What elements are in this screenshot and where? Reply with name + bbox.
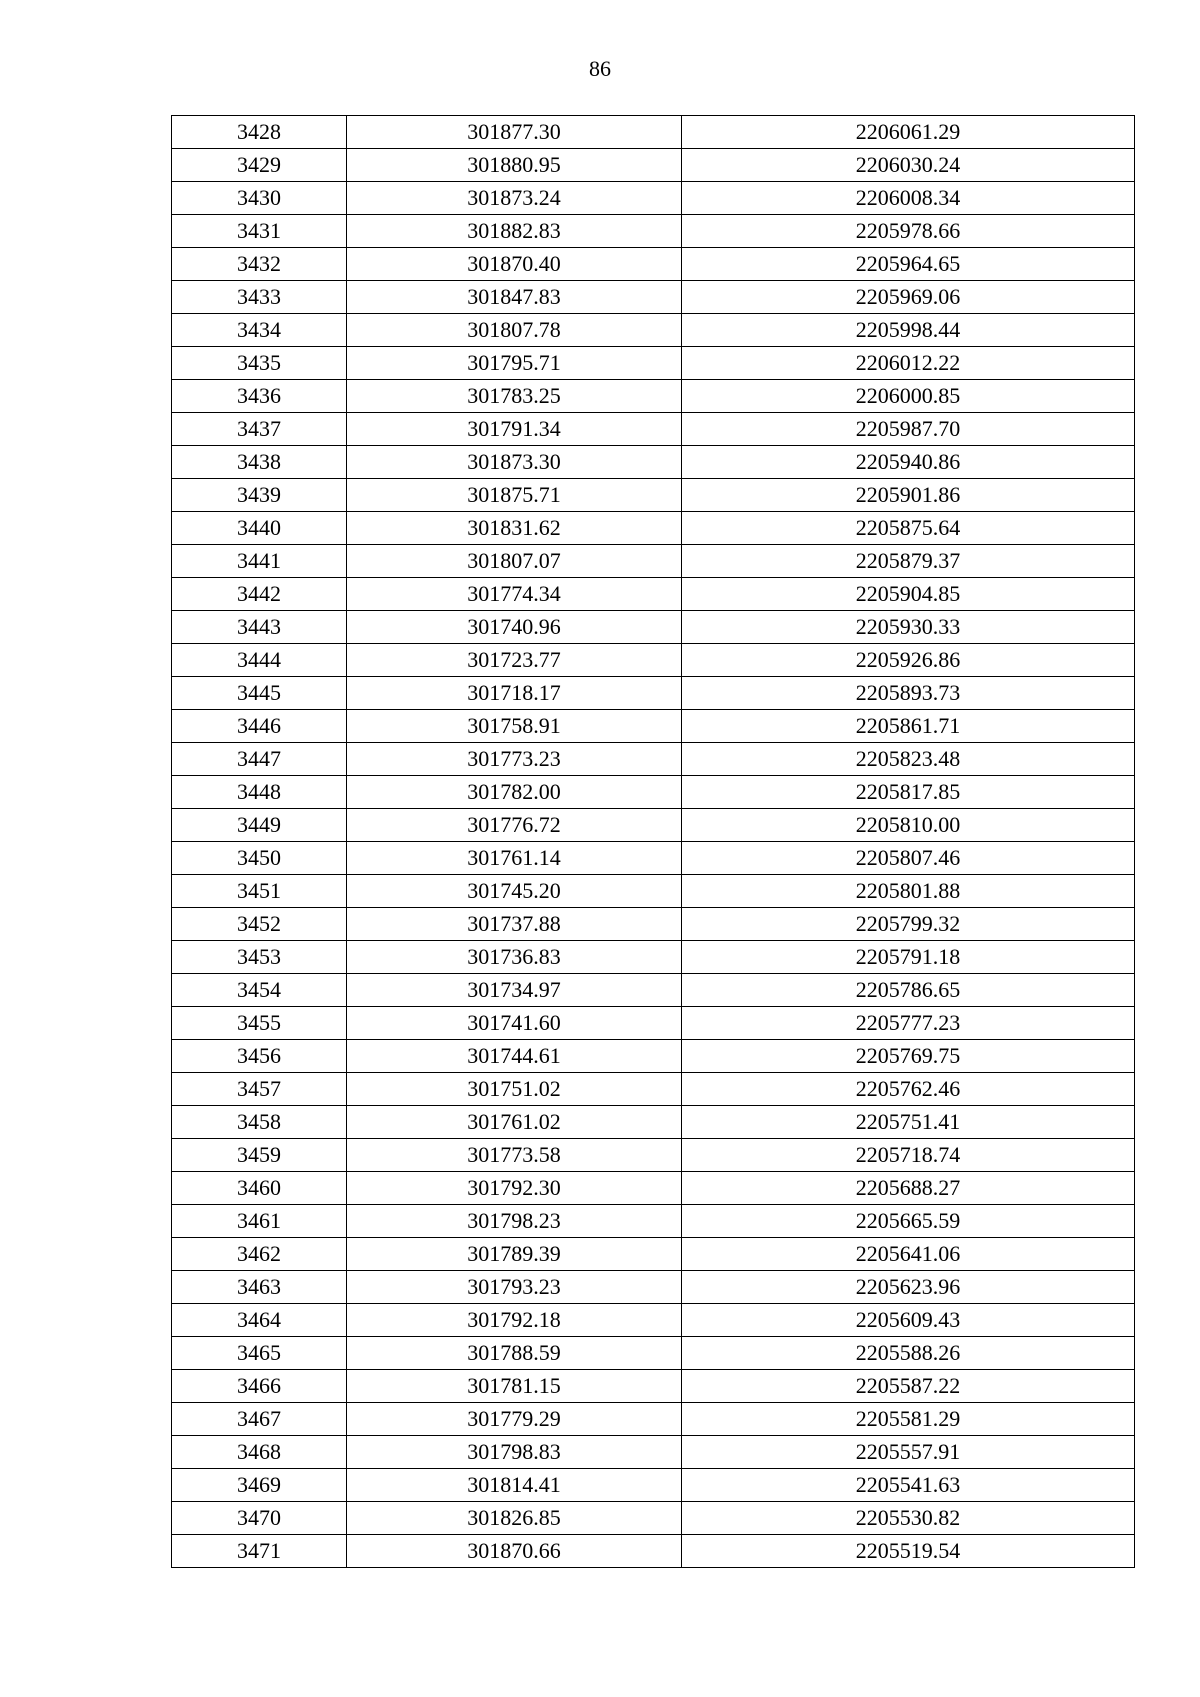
y-coordinate-cell: 2205926.86 bbox=[682, 644, 1135, 677]
x-coordinate-cell: 301774.34 bbox=[347, 578, 682, 611]
table-row bbox=[172, 644, 1135, 677]
x-coordinate-cell: 301740.96 bbox=[347, 611, 682, 644]
x-coordinate-cell: 301718.17 bbox=[347, 677, 682, 710]
x-coordinate-cell: 301751.02 bbox=[347, 1073, 682, 1106]
x-coordinate-cell: 301776.72 bbox=[347, 809, 682, 842]
table-row bbox=[172, 248, 1135, 281]
y-coordinate-cell: 2205641.06 bbox=[682, 1238, 1135, 1271]
point-number-cell: 3458 bbox=[172, 1106, 347, 1139]
table-row bbox=[172, 677, 1135, 710]
point-number-cell: 3463 bbox=[172, 1271, 347, 1304]
table-row bbox=[172, 1106, 1135, 1139]
table-row bbox=[172, 578, 1135, 611]
x-coordinate-cell: 301773.23 bbox=[347, 743, 682, 776]
point-number-cell: 3446 bbox=[172, 710, 347, 743]
y-coordinate-cell: 2205587.22 bbox=[682, 1370, 1135, 1403]
table-row bbox=[172, 809, 1135, 842]
x-coordinate-cell: 301779.29 bbox=[347, 1403, 682, 1436]
y-coordinate-cell: 2205718.74 bbox=[682, 1139, 1135, 1172]
x-coordinate-cell: 301873.30 bbox=[347, 446, 682, 479]
y-coordinate-cell: 2205791.18 bbox=[682, 941, 1135, 974]
point-number-cell: 3452 bbox=[172, 908, 347, 941]
x-coordinate-cell: 301781.15 bbox=[347, 1370, 682, 1403]
y-coordinate-cell: 2205901.86 bbox=[682, 479, 1135, 512]
point-number-cell: 3444 bbox=[172, 644, 347, 677]
x-coordinate-cell: 301788.59 bbox=[347, 1337, 682, 1370]
y-coordinate-cell: 2205530.82 bbox=[682, 1502, 1135, 1535]
y-coordinate-cell: 2205801.88 bbox=[682, 875, 1135, 908]
y-coordinate-cell: 2205581.29 bbox=[682, 1403, 1135, 1436]
table-row bbox=[172, 710, 1135, 743]
table-row bbox=[172, 182, 1135, 215]
y-coordinate-cell: 2205519.54 bbox=[682, 1535, 1135, 1568]
x-coordinate-cell: 301792.18 bbox=[347, 1304, 682, 1337]
y-coordinate-cell: 2205786.65 bbox=[682, 974, 1135, 1007]
point-number-cell: 3457 bbox=[172, 1073, 347, 1106]
x-coordinate-cell: 301758.91 bbox=[347, 710, 682, 743]
table-row bbox=[172, 314, 1135, 347]
y-coordinate-cell: 2206061.29 bbox=[682, 116, 1135, 149]
point-number-cell: 3441 bbox=[172, 545, 347, 578]
point-number-cell: 3445 bbox=[172, 677, 347, 710]
x-coordinate-cell: 301882.83 bbox=[347, 215, 682, 248]
point-number-cell: 3437 bbox=[172, 413, 347, 446]
table-row bbox=[172, 908, 1135, 941]
x-coordinate-cell: 301826.85 bbox=[347, 1502, 682, 1535]
x-coordinate-cell: 301761.14 bbox=[347, 842, 682, 875]
point-number-cell: 3442 bbox=[172, 578, 347, 611]
table-row bbox=[172, 479, 1135, 512]
point-number-cell: 3462 bbox=[172, 1238, 347, 1271]
x-coordinate-cell: 301793.23 bbox=[347, 1271, 682, 1304]
y-coordinate-cell: 2205904.85 bbox=[682, 578, 1135, 611]
point-number-cell: 3456 bbox=[172, 1040, 347, 1073]
point-number-cell: 3453 bbox=[172, 941, 347, 974]
x-coordinate-cell: 301744.61 bbox=[347, 1040, 682, 1073]
table-row bbox=[172, 545, 1135, 578]
x-coordinate-cell: 301880.95 bbox=[347, 149, 682, 182]
y-coordinate-cell: 2205875.64 bbox=[682, 512, 1135, 545]
y-coordinate-cell: 2205762.46 bbox=[682, 1073, 1135, 1106]
x-coordinate-cell: 301870.40 bbox=[347, 248, 682, 281]
table-row bbox=[172, 941, 1135, 974]
y-coordinate-cell: 2205987.70 bbox=[682, 413, 1135, 446]
x-coordinate-cell: 301792.30 bbox=[347, 1172, 682, 1205]
table-row bbox=[172, 974, 1135, 1007]
x-coordinate-cell: 301723.77 bbox=[347, 644, 682, 677]
table-row bbox=[172, 1436, 1135, 1469]
y-coordinate-cell: 2205810.00 bbox=[682, 809, 1135, 842]
x-coordinate-cell: 301795.71 bbox=[347, 347, 682, 380]
x-coordinate-cell: 301870.66 bbox=[347, 1535, 682, 1568]
table-row bbox=[172, 1073, 1135, 1106]
x-coordinate-cell: 301745.20 bbox=[347, 875, 682, 908]
y-coordinate-cell: 2205940.86 bbox=[682, 446, 1135, 479]
y-coordinate-cell: 2206030.24 bbox=[682, 149, 1135, 182]
table-row bbox=[172, 875, 1135, 908]
table-body bbox=[172, 116, 1135, 1568]
y-coordinate-cell: 2206000.85 bbox=[682, 380, 1135, 413]
table-row bbox=[172, 1370, 1135, 1403]
table-row bbox=[172, 1502, 1135, 1535]
x-coordinate-cell: 301736.83 bbox=[347, 941, 682, 974]
page-number: 86 bbox=[589, 56, 611, 81]
table-row bbox=[172, 446, 1135, 479]
y-coordinate-cell: 2206008.34 bbox=[682, 182, 1135, 215]
point-number-cell: 3469 bbox=[172, 1469, 347, 1502]
point-number-cell: 3467 bbox=[172, 1403, 347, 1436]
table-row bbox=[172, 842, 1135, 875]
y-coordinate-cell: 2205879.37 bbox=[682, 545, 1135, 578]
table-row bbox=[172, 347, 1135, 380]
table-row bbox=[172, 1535, 1135, 1568]
y-coordinate-cell: 2205861.71 bbox=[682, 710, 1135, 743]
table-row bbox=[172, 1271, 1135, 1304]
y-coordinate-cell: 2205964.65 bbox=[682, 248, 1135, 281]
x-coordinate-cell: 301807.07 bbox=[347, 545, 682, 578]
point-number-cell: 3466 bbox=[172, 1370, 347, 1403]
x-coordinate-cell: 301741.60 bbox=[347, 1007, 682, 1040]
y-coordinate-cell: 2205665.59 bbox=[682, 1205, 1135, 1238]
table-row bbox=[172, 281, 1135, 314]
point-number-cell: 3431 bbox=[172, 215, 347, 248]
table-row bbox=[172, 776, 1135, 809]
point-number-cell: 3461 bbox=[172, 1205, 347, 1238]
point-number-cell: 3455 bbox=[172, 1007, 347, 1040]
point-number-cell: 3450 bbox=[172, 842, 347, 875]
x-coordinate-cell: 301734.97 bbox=[347, 974, 682, 1007]
x-coordinate-cell: 301798.23 bbox=[347, 1205, 682, 1238]
point-number-cell: 3449 bbox=[172, 809, 347, 842]
point-number-cell: 3436 bbox=[172, 380, 347, 413]
table-row bbox=[172, 611, 1135, 644]
point-number-cell: 3459 bbox=[172, 1139, 347, 1172]
table-row bbox=[172, 1469, 1135, 1502]
point-number-cell: 3464 bbox=[172, 1304, 347, 1337]
x-coordinate-cell: 301831.62 bbox=[347, 512, 682, 545]
point-number-cell: 3440 bbox=[172, 512, 347, 545]
table-row bbox=[172, 1304, 1135, 1337]
point-number-cell: 3468 bbox=[172, 1436, 347, 1469]
y-coordinate-cell: 2205541.63 bbox=[682, 1469, 1135, 1502]
point-number-cell: 3435 bbox=[172, 347, 347, 380]
table-row bbox=[172, 1205, 1135, 1238]
x-coordinate-cell: 301807.78 bbox=[347, 314, 682, 347]
y-coordinate-cell: 2205930.33 bbox=[682, 611, 1135, 644]
x-coordinate-cell: 301873.24 bbox=[347, 182, 682, 215]
table-row bbox=[172, 1238, 1135, 1271]
table-row bbox=[172, 1172, 1135, 1205]
point-number-cell: 3438 bbox=[172, 446, 347, 479]
table-row bbox=[172, 512, 1135, 545]
point-number-cell: 3447 bbox=[172, 743, 347, 776]
y-coordinate-cell: 2205823.48 bbox=[682, 743, 1135, 776]
y-coordinate-cell: 2205557.91 bbox=[682, 1436, 1135, 1469]
y-coordinate-cell: 2206012.22 bbox=[682, 347, 1135, 380]
table-row bbox=[172, 1040, 1135, 1073]
table-row bbox=[172, 116, 1135, 149]
point-number-cell: 3451 bbox=[172, 875, 347, 908]
table-row bbox=[172, 380, 1135, 413]
y-coordinate-cell: 2205998.44 bbox=[682, 314, 1135, 347]
point-number-cell: 3433 bbox=[172, 281, 347, 314]
table-row bbox=[172, 1139, 1135, 1172]
x-coordinate-cell: 301814.41 bbox=[347, 1469, 682, 1502]
x-coordinate-cell: 301875.71 bbox=[347, 479, 682, 512]
y-coordinate-cell: 2205817.85 bbox=[682, 776, 1135, 809]
y-coordinate-cell: 2205609.43 bbox=[682, 1304, 1135, 1337]
point-number-cell: 3429 bbox=[172, 149, 347, 182]
table-row bbox=[172, 413, 1135, 446]
point-number-cell: 3465 bbox=[172, 1337, 347, 1370]
y-coordinate-cell: 2205807.46 bbox=[682, 842, 1135, 875]
y-coordinate-cell: 2205893.73 bbox=[682, 677, 1135, 710]
x-coordinate-cell: 301782.00 bbox=[347, 776, 682, 809]
point-number-cell: 3471 bbox=[172, 1535, 347, 1568]
table-row bbox=[172, 1337, 1135, 1370]
x-coordinate-cell: 301877.30 bbox=[347, 116, 682, 149]
x-coordinate-cell: 301737.88 bbox=[347, 908, 682, 941]
table-row bbox=[172, 743, 1135, 776]
x-coordinate-cell: 301798.83 bbox=[347, 1436, 682, 1469]
y-coordinate-cell: 2205969.06 bbox=[682, 281, 1135, 314]
y-coordinate-cell: 2205799.32 bbox=[682, 908, 1135, 941]
y-coordinate-cell: 2205588.26 bbox=[682, 1337, 1135, 1370]
point-number-cell: 3439 bbox=[172, 479, 347, 512]
point-number-cell: 3443 bbox=[172, 611, 347, 644]
y-coordinate-cell: 2205623.96 bbox=[682, 1271, 1135, 1304]
y-coordinate-cell: 2205688.27 bbox=[682, 1172, 1135, 1205]
coordinates-table bbox=[171, 115, 1135, 1568]
y-coordinate-cell: 2205751.41 bbox=[682, 1106, 1135, 1139]
point-number-cell: 3430 bbox=[172, 182, 347, 215]
x-coordinate-cell: 301761.02 bbox=[347, 1106, 682, 1139]
point-number-cell: 3448 bbox=[172, 776, 347, 809]
y-coordinate-cell: 2205978.66 bbox=[682, 215, 1135, 248]
point-number-cell: 3434 bbox=[172, 314, 347, 347]
x-coordinate-cell: 301789.39 bbox=[347, 1238, 682, 1271]
y-coordinate-cell: 2205777.23 bbox=[682, 1007, 1135, 1040]
table-row bbox=[172, 1403, 1135, 1436]
y-coordinate-cell: 2205769.75 bbox=[682, 1040, 1135, 1073]
table-row bbox=[172, 149, 1135, 182]
point-number-cell: 3470 bbox=[172, 1502, 347, 1535]
x-coordinate-cell: 301773.58 bbox=[347, 1139, 682, 1172]
x-coordinate-cell: 301791.34 bbox=[347, 413, 682, 446]
table-row bbox=[172, 215, 1135, 248]
x-coordinate-cell: 301783.25 bbox=[347, 380, 682, 413]
point-number-cell: 3428 bbox=[172, 116, 347, 149]
point-number-cell: 3454 bbox=[172, 974, 347, 1007]
point-number-cell: 3460 bbox=[172, 1172, 347, 1205]
table-row bbox=[172, 1007, 1135, 1040]
point-number-cell: 3432 bbox=[172, 248, 347, 281]
x-coordinate-cell: 301847.83 bbox=[347, 281, 682, 314]
